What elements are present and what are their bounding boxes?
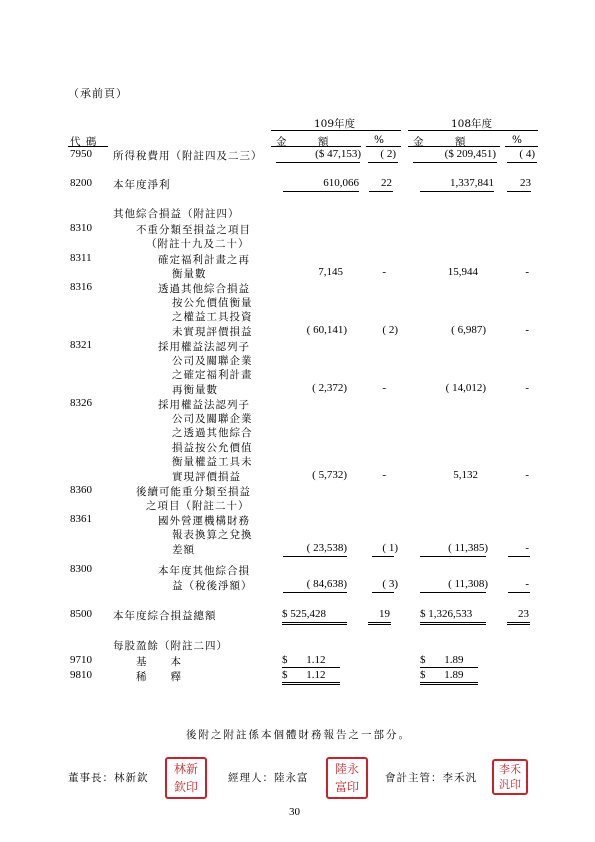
row-code: 8316: [70, 281, 92, 293]
pct-109: ( 3): [382, 578, 398, 590]
amount-109: ( 60,141): [306, 324, 347, 336]
amount-108: 5,132: [453, 469, 478, 481]
header-rule-code: [68, 146, 108, 147]
pct-109: -: [382, 266, 386, 278]
amount-109: 610,066: [323, 177, 359, 189]
pct-108: -: [525, 469, 529, 481]
pct-header-108: %: [512, 134, 522, 146]
amount-109: ( 2,372): [312, 382, 347, 394]
pct-109: ( 2): [382, 324, 398, 336]
pct-108: 23: [518, 608, 529, 620]
manager-seal: 陸 永 富 印: [326, 757, 368, 799]
amount-108: $ 1.89: [420, 669, 464, 681]
pct-109: ( 2): [380, 148, 396, 160]
row-label: 報表換算之兌換: [172, 529, 253, 541]
amount-109: $ 1.12: [282, 654, 326, 666]
amount-109: ( 5,732): [312, 469, 347, 481]
row-label: 所得稅費用（附註四及二三）: [113, 150, 263, 162]
amount-109: $ 1.12: [282, 669, 326, 681]
amount-108: 1,337,841: [450, 177, 494, 189]
row-code: 8321: [70, 339, 92, 351]
pct-109: -: [382, 382, 386, 394]
row-code: 8300: [70, 563, 92, 575]
amount-109: $ 525,428: [282, 608, 326, 620]
pct-108: -: [525, 382, 529, 394]
pct-108: -: [525, 542, 529, 554]
pct-109: -: [382, 469, 386, 481]
amount-108: ($ 209,451): [444, 148, 496, 160]
row-label: 稀 釋: [136, 671, 182, 683]
row-label: 益（稅後淨額）: [172, 580, 253, 592]
section-label: 每股盈餘（附註二四）: [113, 640, 228, 652]
row-label: 採用權益法認列子: [158, 399, 250, 411]
pct-109: 22: [381, 177, 392, 189]
pct-108: -: [525, 324, 529, 336]
header-rule-pct2: [505, 146, 538, 147]
row-label: 確定福利計畫之再: [158, 254, 250, 266]
amount-109: ( 84,638): [306, 578, 347, 590]
pct-108: -: [525, 578, 529, 590]
row-label: （附註十九及二十）: [146, 238, 250, 250]
row-code: 9810: [70, 669, 92, 681]
row-label: 基 本: [136, 656, 182, 668]
code-header: 代 碼: [70, 136, 98, 148]
row-label: 採用權益法認列子: [158, 341, 250, 353]
row-label: 損益按公允價值: [172, 442, 253, 454]
row-code: 8326: [70, 397, 92, 409]
year-underline-108: [408, 130, 538, 131]
pct-108: -: [525, 266, 529, 278]
year-header-109: 109年度: [314, 118, 356, 130]
chairman-seal: 林 新 欽 印: [165, 757, 207, 799]
row-code: 8361: [70, 513, 92, 525]
manager-signature: 經理人：陸永富: [228, 772, 309, 784]
row-label: 後續可能重分類至損益: [136, 486, 251, 498]
pct-108: 23: [520, 177, 531, 189]
amount-108: ( 11,385): [448, 542, 488, 554]
row-code: 9710: [70, 654, 92, 666]
row-label: 再衡量數: [172, 384, 218, 396]
row-label: 實現評價損益: [172, 471, 241, 483]
amount-108: ( 6,987): [451, 324, 486, 336]
amount-header-109: 金 額: [276, 136, 329, 148]
row-code: 8200: [70, 177, 92, 189]
row-label: 差額: [172, 544, 195, 556]
header-rule-amt1: [271, 146, 361, 147]
accountant-signature: 會計主管：李禾汎: [385, 772, 477, 784]
pct-header-109: %: [374, 134, 384, 146]
row-label: 本年度綜合損益總額: [113, 610, 217, 622]
accountant-seal: 李 禾 汎 印: [492, 759, 528, 795]
amount-108: $ 1,326,533: [420, 608, 473, 620]
header-rule-pct1: [366, 146, 401, 147]
year-underline-109: [271, 130, 401, 131]
row-label: 之確定福利計畫: [172, 369, 253, 381]
row-label: 不重分類至損益之項目: [136, 224, 251, 236]
year-header-108: 108年度: [451, 118, 493, 130]
row-label: 按公允價值衡量: [172, 297, 253, 309]
row-code: 8360: [70, 484, 92, 496]
row-label: 之項目（附註二十）: [146, 500, 250, 512]
amount-108: 15,944: [447, 266, 478, 278]
row-label: 本年度其他綜合損: [158, 565, 250, 577]
row-label: 透過其他綜合損益: [158, 283, 250, 295]
amount-108: $ 1.89: [420, 654, 464, 666]
continued-label: （承前頁）: [68, 87, 128, 100]
amount-109: 7,145: [318, 266, 343, 278]
row-label: 公司及關聯企業: [172, 355, 253, 367]
amount-109: ($ 47,153): [315, 148, 361, 160]
row-label: 國外營運機構財務: [158, 515, 250, 527]
row-label: 未實現評價損益: [172, 326, 253, 338]
row-code: 8500: [70, 608, 92, 620]
pct-108: ( 4): [519, 148, 535, 160]
row-code: 7950: [70, 148, 92, 160]
amount-109: ( 23,538): [306, 542, 347, 554]
amount-108: ( 14,012): [445, 382, 486, 394]
row-label: 之權益工具投資: [172, 311, 253, 323]
header-rule-amt2: [408, 146, 500, 147]
row-label: 公司及關聯企業: [172, 413, 253, 425]
amount-header-108: 金 額: [413, 136, 466, 148]
amount-108: ( 11,308): [448, 578, 488, 590]
pct-109: ( 1): [382, 542, 398, 554]
chairman-signature: 董事長：林新欽: [68, 772, 149, 784]
row-code: 8310: [70, 222, 92, 234]
row-label: 之透過其他綜合: [172, 427, 253, 439]
row-label: 衡量權益工具未: [172, 456, 253, 468]
footer-note: 後附之附註係本個體財務報告之一部分。: [186, 729, 411, 741]
row-label: 衡量數: [172, 268, 207, 280]
section-label: 其他綜合損益（附註四）: [113, 208, 240, 220]
row-code: 8311: [70, 252, 92, 264]
pct-109: 19: [379, 608, 390, 620]
page-number: 30: [289, 806, 300, 818]
row-label: 本年度淨利: [113, 179, 171, 191]
